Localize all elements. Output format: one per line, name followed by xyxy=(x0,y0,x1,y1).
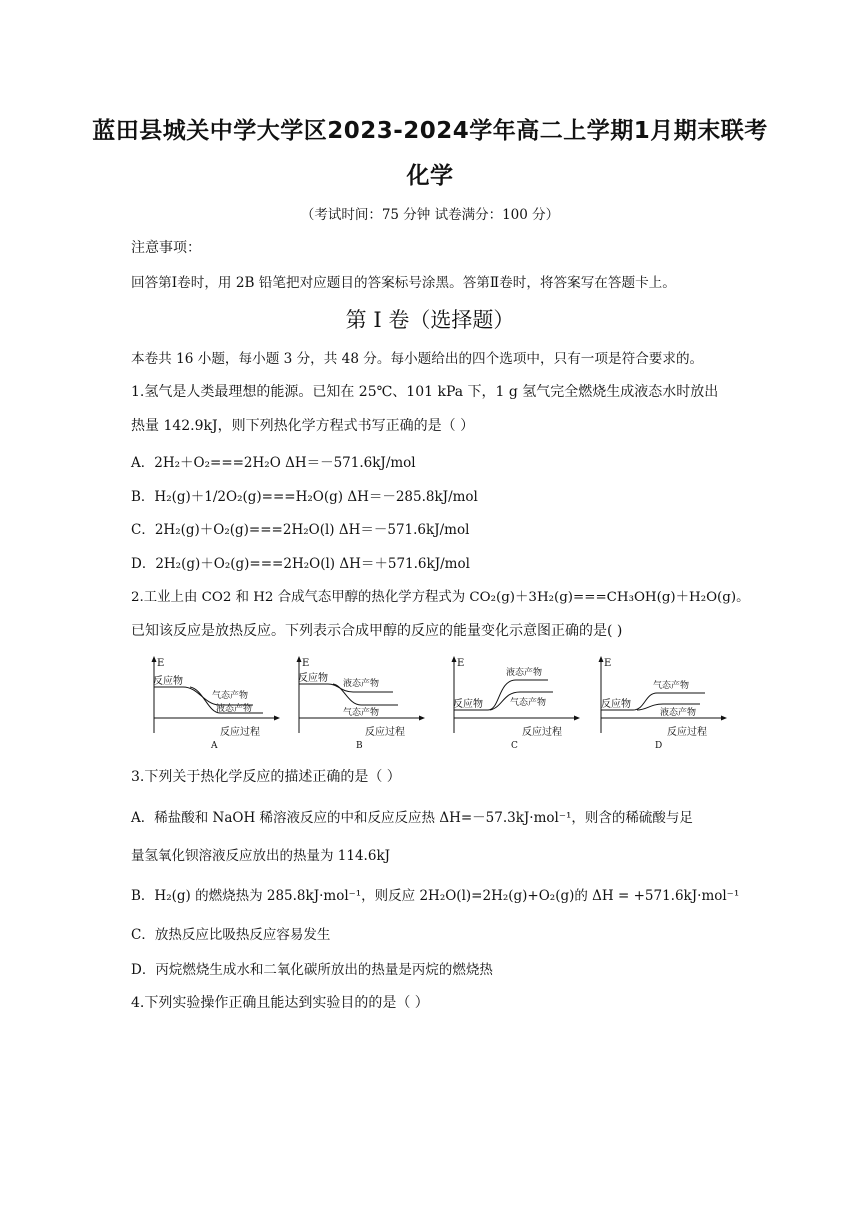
q3-option-b: B．H₂(g) 的燃烧热为 285.8kJ·mol⁻¹，则反应 2H₂O(l)=2H₂(g)+O₂(g)的 ΔH = +571.6kJ·mol⁻¹ xyxy=(131,888,740,904)
gas-product-label: 气态产物 xyxy=(212,691,249,701)
liquid-product-label: 液态产物 xyxy=(660,708,697,718)
axis-y-label: E xyxy=(604,658,612,669)
diagram-letter-a: A xyxy=(211,741,218,751)
diagram-letter-b: B xyxy=(356,741,363,751)
axis-y-label: E xyxy=(457,658,465,669)
energy-diagram-a xyxy=(148,655,283,750)
reactant-label: 反应物 xyxy=(453,699,483,710)
section-intro: 本卷共 16 小题，每小题 3 分，共 48 分。每小题给出的四个选项中，只有一项是符合要求的。 xyxy=(131,351,704,367)
q3-option-a-line1: A．稀盐酸和 NaOH 稀溶液反应的中和反应反应热 ΔH=－57.3kJ·mol⁻¹，则含的稀硫酸与足 xyxy=(131,810,693,826)
diagram-letter-c: C xyxy=(511,741,518,751)
q2-line1: 2.工业上由 CO2 和 H2 合成气态甲醇的热化学方程式为 CO₂(g)＋3H₂(g)===CH₃OH(g)＋H₂O(g)。 xyxy=(131,590,750,605)
axis-y-label: E xyxy=(157,658,165,669)
exam-title: 蓝田县城关中学大学区2023-2024学年高二上学期1月期末联考 xyxy=(92,118,768,144)
liquid-product-label: 液态产物 xyxy=(216,704,253,714)
notice-text: 回答第Ⅰ卷时，用 2B 铅笔把对应题目的答案标号涂黑。答第Ⅱ卷时，将答案写在答题卡上。 xyxy=(131,275,676,291)
gas-product-label: 气态产物 xyxy=(510,698,547,708)
energy-diagram-b xyxy=(293,655,428,750)
q4-stem: 4.下列实验操作正确且能达到实验目的的是（ ） xyxy=(131,995,429,1011)
reactant-label: 反应物 xyxy=(153,676,183,687)
q3-option-d: D．丙烷燃烧生成水和二氧化碳所放出的热量是丙烷的燃烧热 xyxy=(131,962,493,978)
axis-x-label: 反应过程 xyxy=(522,727,562,738)
q1-option-a: A．2H₂＋O₂===2H₂O ΔH＝－571.6kJ/mol xyxy=(131,455,416,471)
axis-x-label: 反应过程 xyxy=(365,727,405,738)
q1-line1: 1.氢气是人类最理想的能源。已知在 25℃、101 kPa 下，1 g 氢气完全燃烧生成液态水时放出 xyxy=(131,384,719,400)
gas-product-label: 气态产物 xyxy=(343,708,380,718)
exam-info: （考试时间：75 分钟 试卷满分：100 分） xyxy=(300,207,560,223)
q3-stem: 3.下列关于热化学反应的描述正确的是（ ） xyxy=(131,769,401,785)
q1-option-c: C．2H₂(g)＋O₂(g)===2H₂O(l) ΔH＝－571.6kJ/mol xyxy=(131,522,470,538)
section-title: 第 I 卷（选择题） xyxy=(345,308,515,332)
axis-x-label: 反应过程 xyxy=(220,727,260,738)
energy-diagram-c xyxy=(448,655,583,750)
energy-diagram-d xyxy=(595,655,730,750)
axis-y-label: E xyxy=(302,658,310,669)
q2-line2: 已知该反应是放热反应。下列表示合成甲醇的反应的能量变化示意图正确的是( ) xyxy=(131,623,623,639)
liquid-product-label: 液态产物 xyxy=(506,668,543,678)
gas-product-label: 气态产物 xyxy=(653,681,690,691)
axis-x-label: 反应过程 xyxy=(667,727,707,738)
notice-heading: 注意事项： xyxy=(131,240,201,256)
reactant-label: 反应物 xyxy=(298,673,328,684)
liquid-product-label: 液态产物 xyxy=(343,679,380,689)
q3-option-a-line2: 量氢氧化钡溶液反应放出的热量为 114.6kJ xyxy=(131,848,391,864)
q3-option-c: C．放热反应比吸热反应容易发生 xyxy=(131,927,331,943)
q1-line2: 热量 142.9kJ，则下列热化学方程式书写正确的是（ ） xyxy=(131,418,475,434)
q1-option-b: B．H₂(g)＋1/2O₂(g)===H₂O(g) ΔH＝－285.8kJ/mol xyxy=(131,489,478,505)
diagram-letter-d: D xyxy=(655,741,663,751)
subject-title: 化学 xyxy=(406,163,454,189)
q1-option-d: D．2H₂(g)＋O₂(g)===2H₂O(l) ΔH＝＋571.6kJ/mol xyxy=(131,556,470,572)
reactant-label: 反应物 xyxy=(601,699,631,710)
